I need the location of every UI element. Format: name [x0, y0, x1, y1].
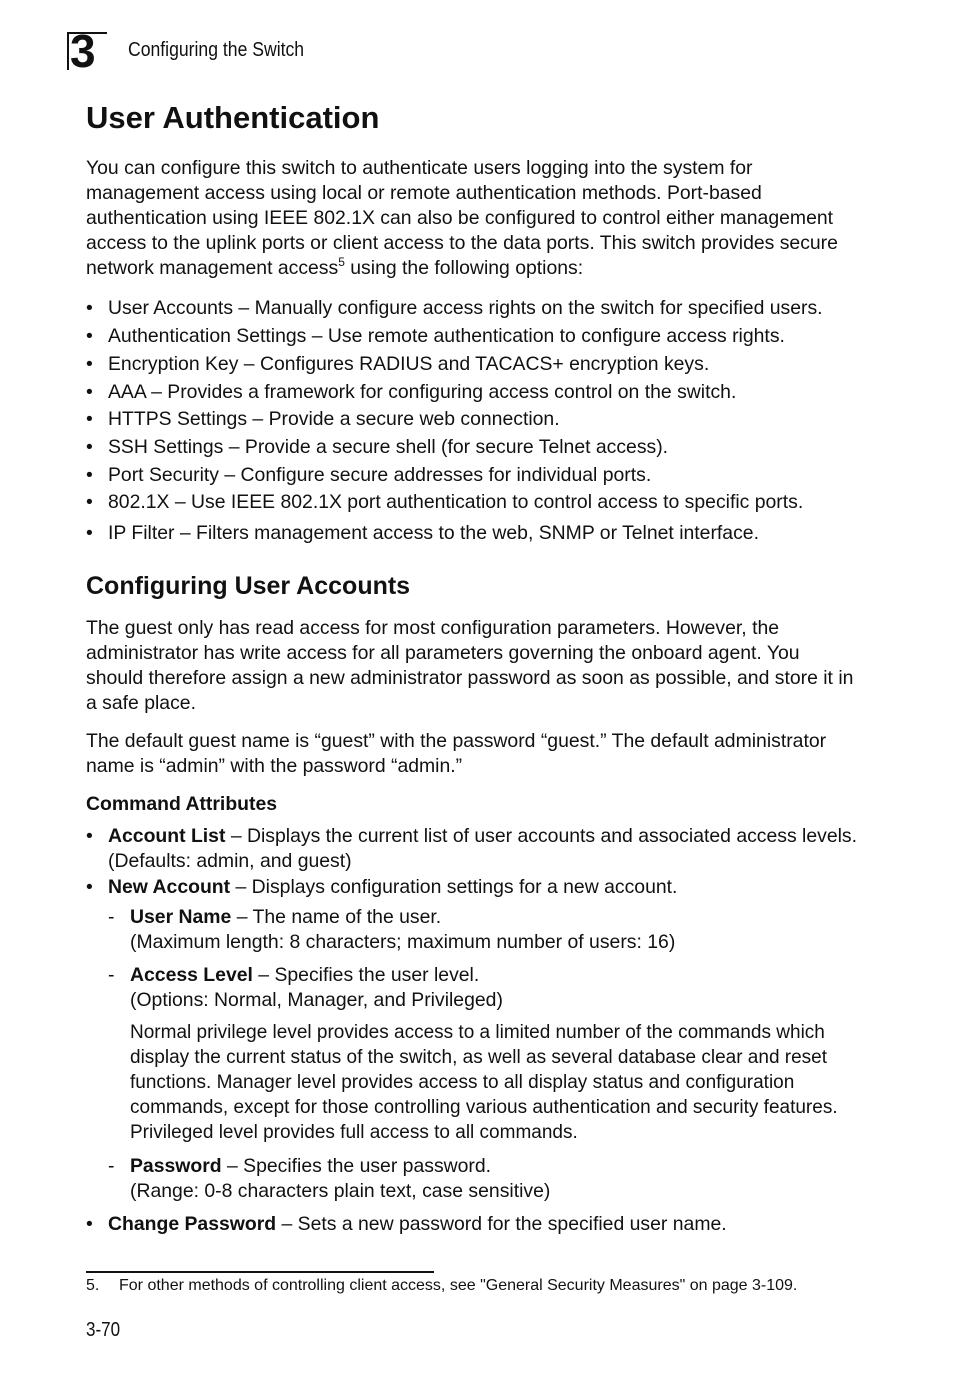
chapter-number: 3: [70, 25, 95, 77]
list-item: • IP Filter – Filters management access to the web, SNMP or Telnet interface.: [86, 522, 759, 544]
guest-paragraph: The guest only has read access for most configuration parameters. However, the administrator has write access for all parameters governing the onboard agent. You should therefore assign a new administrator password as soon as possible, and store it in a safe place.: [86, 617, 854, 714]
page-number: 3-70: [86, 1319, 121, 1341]
sub-item-access-level: - Access Level – Specifies the user level. (Options: Normal, Manager, and Privileged): [108, 964, 503, 1011]
list-item-account-list: • Account List – Displays the current list of user accounts and associated access levels. (Defaults: admin, and guest): [86, 825, 858, 872]
running-head: Configuring the Switch: [128, 39, 305, 61]
list-item-new-account: • New Account – Displays configuration settings for a new account.: [86, 876, 678, 898]
footnote-text: For other methods of controlling client access, see "General Security Measures" on page 3-109.: [119, 1277, 798, 1294]
term: New Account: [108, 876, 231, 898]
intro-paragraph: [86, 156, 861, 281]
defaults-paragraph: The default guest name is “guest” with the password “guest.” The default administrator name is “admin” with the password “admin.”: [86, 730, 827, 777]
footnote-divider: [86, 1271, 434, 1273]
term: Password: [130, 1155, 222, 1177]
sub-item-user-name: - User Name – The name of the user. (Maximum length: 8 characters; maximum number of users: 16): [108, 906, 676, 953]
access-level-detail: Normal privilege level provides access to a limited number of the commands which display the current status of the switch, as well as several database clear and reset functions. Manager level provides access to all display status and configuration commands, except for those controlling various authentication and security features. Privileged level provides full access to all commands.: [130, 1022, 838, 1143]
footnote-number: 5.: [86, 1277, 100, 1294]
sub-item-password: - Password – Specifies the user password. (Range: 0-8 characters plain text, case sensitive): [108, 1155, 551, 1202]
term: Account List: [108, 825, 226, 847]
term: Access Level: [130, 964, 253, 986]
term: Change Password: [108, 1213, 277, 1235]
list-item: • 802.1X – Use IEEE 802.1X port authentication to control access to specific ports.: [86, 491, 804, 513]
list-item: • Port Security – Configure secure addresses for individual ports.: [86, 464, 652, 486]
list-item: • AAA – Provides a framework for configuring access control on the switch.: [86, 381, 737, 403]
footnote-ref: 5: [338, 255, 345, 269]
section-title: User Authentication: [86, 100, 380, 135]
list-item: • Authentication Settings – Use remote authentication to configure access rights.: [86, 325, 785, 347]
intro-text: You can configure this switch to authenticate users logging into the system for management access using local or remote authentication methods. Port-based authentication using IEEE 802.1X can also be configured to control either management access to the uplink ports or client access to the data ports. This switch provides secure network management access: [86, 157, 838, 279]
intro-text-end: using the following options:: [344, 257, 584, 279]
term: User Name: [130, 906, 232, 928]
subsection-title: Configuring User Accounts: [86, 572, 411, 600]
list-item: • HTTPS Settings – Provide a secure web connection.: [86, 408, 560, 430]
list-item-change-password: • Change Password – Sets a new password for the specified user name.: [86, 1213, 727, 1235]
command-attributes-heading: Command Attributes: [86, 793, 278, 815]
list-item: • User Accounts – Manually configure access rights on the switch for specified users.: [86, 297, 823, 319]
list-item: • SSH Settings – Provide a secure shell (for secure Telnet access).: [86, 436, 669, 458]
list-item: • Encryption Key – Configures RADIUS and TACACS+ encryption keys.: [86, 353, 710, 375]
